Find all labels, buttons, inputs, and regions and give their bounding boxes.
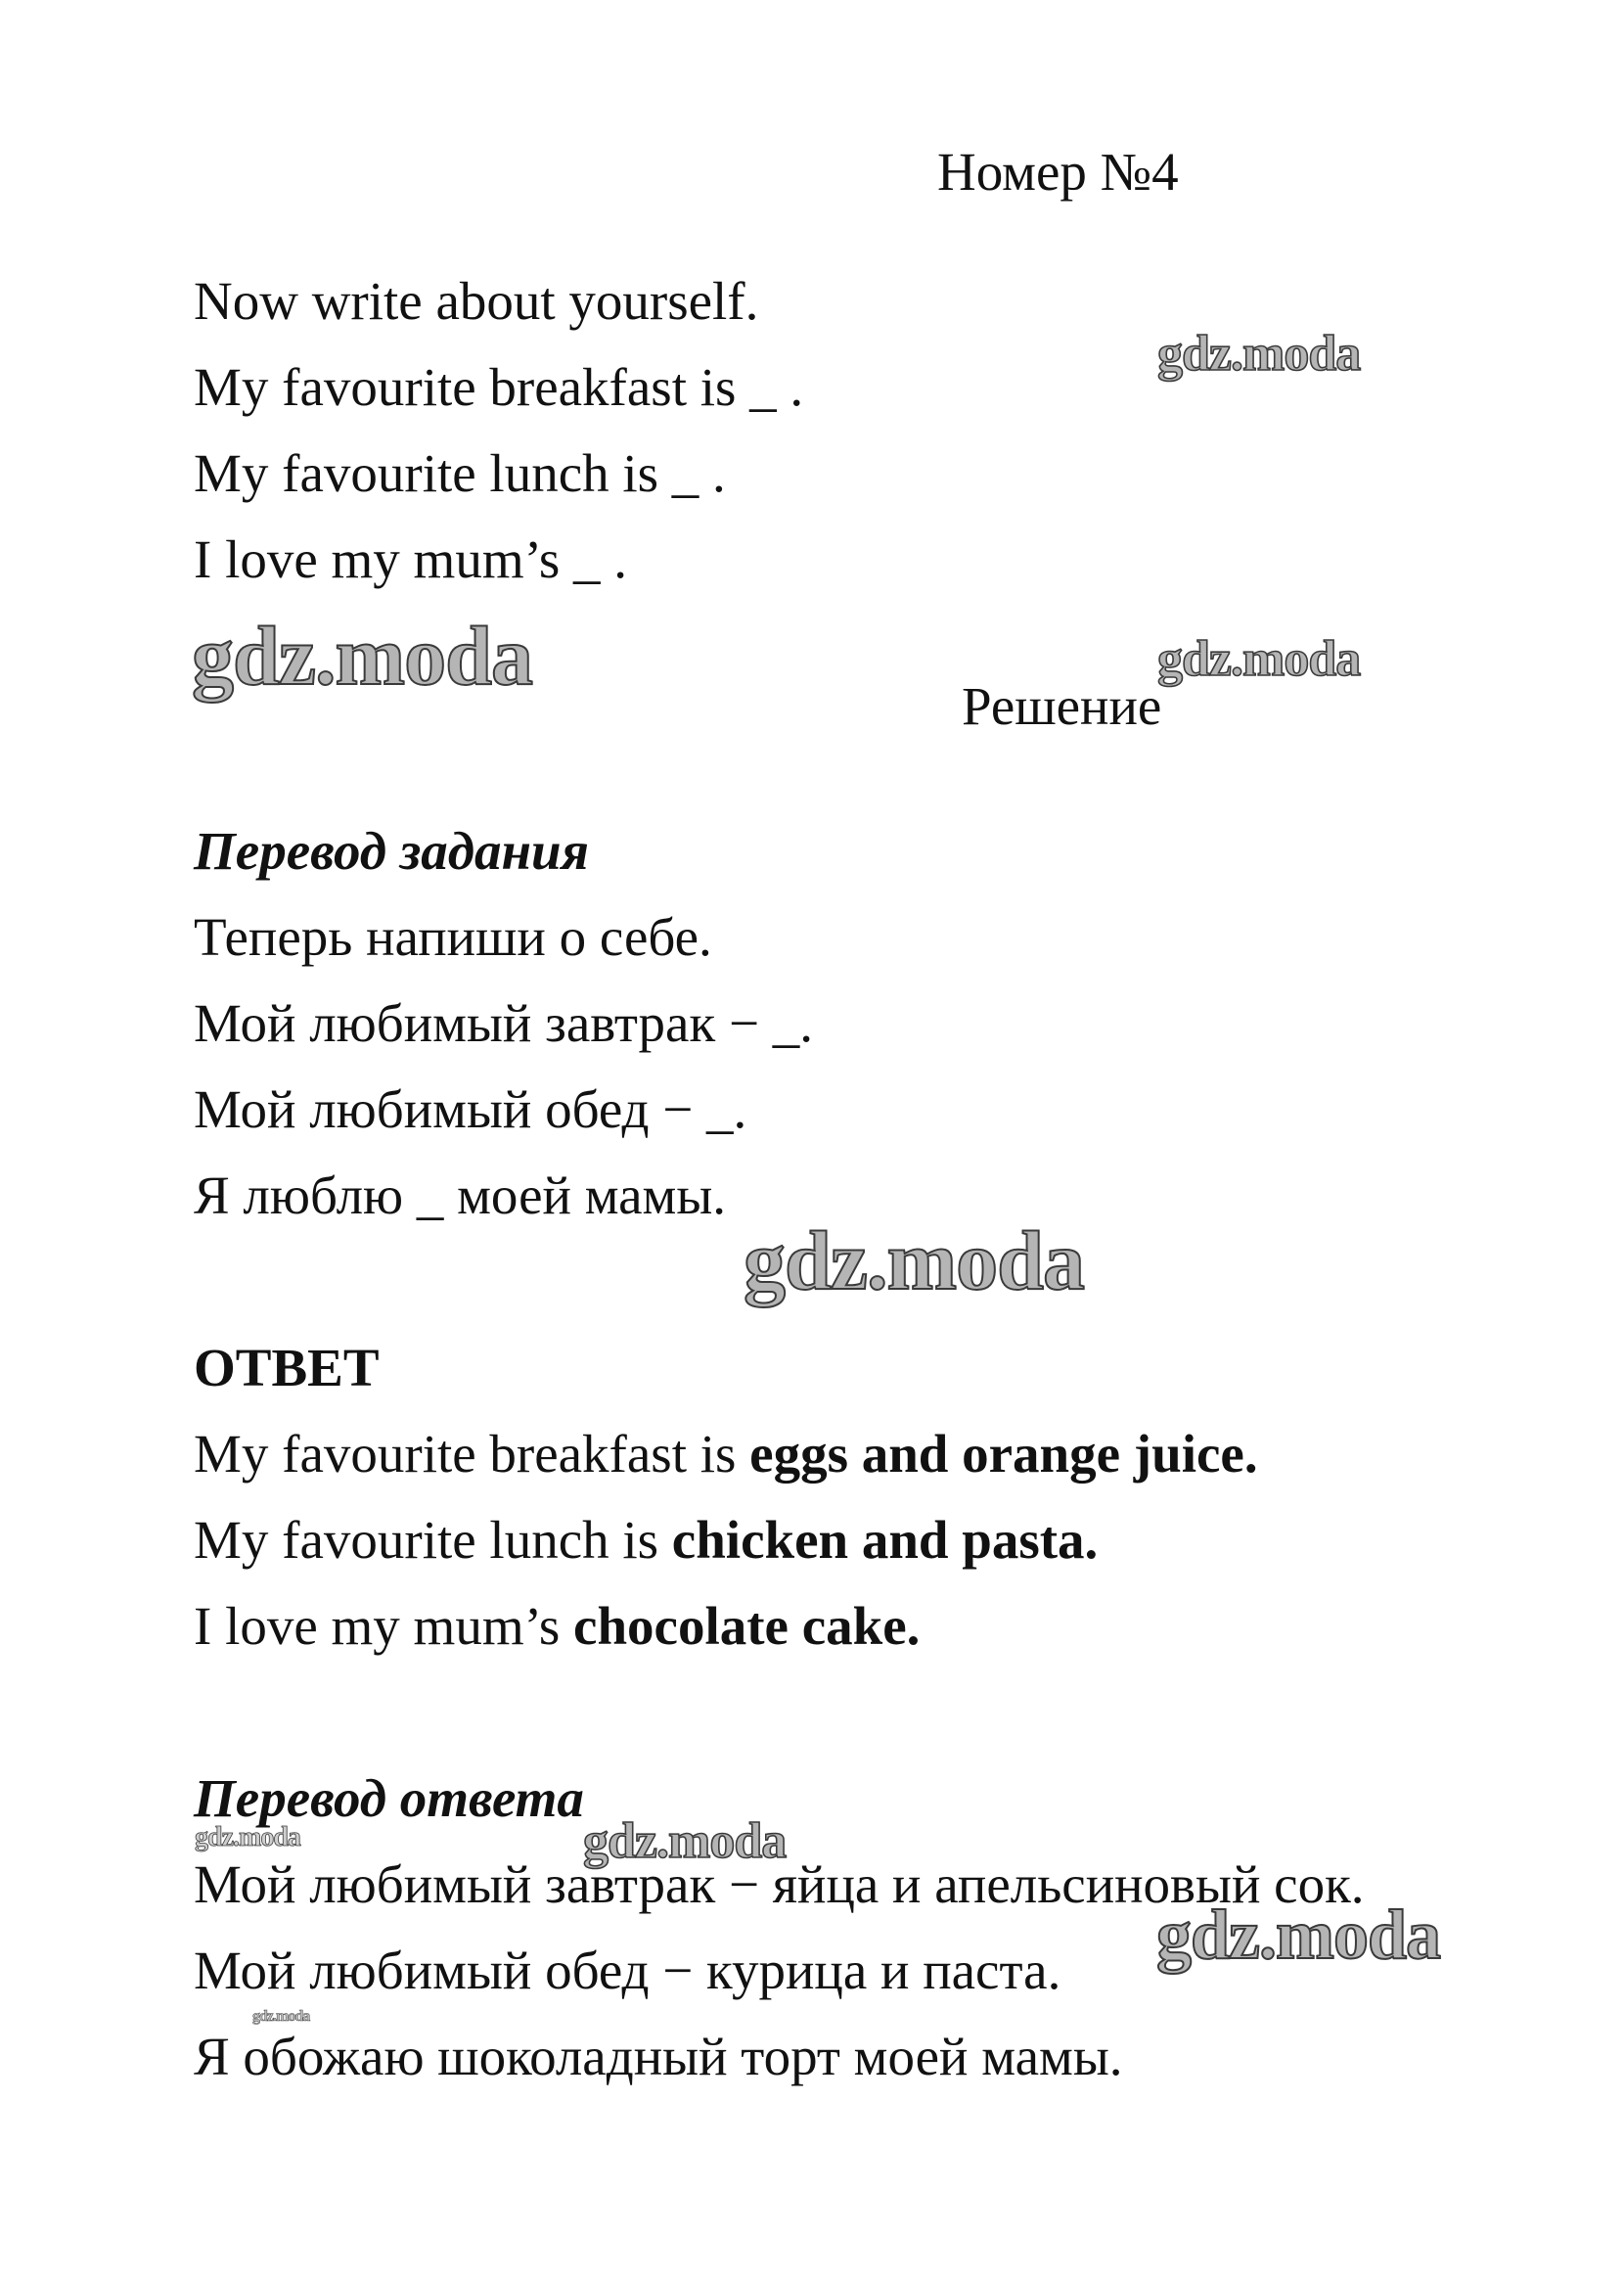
- task-line-1: Now write about yourself.: [194, 271, 759, 331]
- answer-line-1: [194, 1423, 1258, 1485]
- task-line-4: I love my mum’s _ .: [194, 529, 628, 589]
- task-translation-line-4: Я люблю _ моей мамы.: [194, 1165, 727, 1225]
- watermark: gdz.moda: [744, 1213, 1084, 1307]
- watermark: gdz.moda: [1156, 1896, 1441, 1974]
- task-translation-heading: Перевод задания: [194, 821, 589, 881]
- watermark: gdz.moda: [1157, 631, 1361, 687]
- answer-translation-line-2: Мой любимый обед − курица и паста.: [194, 1941, 1061, 2000]
- answer-translation-line-3: Я обожаю шоколадный торт моей мамы.: [194, 2027, 1123, 2086]
- watermark: gdz.moda: [252, 2008, 310, 2025]
- watermark: gdz.moda: [195, 1822, 300, 1852]
- answer-line-3-prefix: I love my mum’s: [194, 1596, 574, 1656]
- watermark: gdz.moda: [192, 609, 532, 703]
- answer-line-2-value: chicken and pasta.: [671, 1510, 1099, 1570]
- answer-line-2-prefix: My favourite lunch is: [194, 1510, 672, 1570]
- answer-translation-line-1: Мой любимый завтрак − яйца и апельсиновый сок.: [194, 1854, 1365, 1914]
- answer-line-1-prefix: My favourite breakfast is: [194, 1424, 750, 1484]
- task-translation-line-2: Мой любимый завтрак − _.: [194, 993, 813, 1053]
- watermark: gdz.moda: [1157, 326, 1361, 382]
- answer-line-2: [194, 1509, 1098, 1572]
- page-title: Номер №4: [937, 142, 1179, 202]
- answer-line-3: [194, 1595, 920, 1658]
- answer-line-1-value: eggs and orange juice.: [749, 1424, 1258, 1484]
- task-line-3: My favourite lunch is _ .: [194, 443, 726, 503]
- solution-label: Решение: [962, 676, 1162, 736]
- task-translation-line-3: Мой любимый обед − _.: [194, 1079, 747, 1139]
- task-translation-line-1: Теперь напиши о себе.: [194, 907, 712, 967]
- answer-translation-heading: Перевод ответа: [194, 1768, 584, 1828]
- answer-line-3-value: chocolate cake.: [573, 1596, 921, 1656]
- answer-heading: ОТВЕТ: [194, 1338, 380, 1397]
- task-line-2: My favourite breakfast is _ .: [194, 357, 804, 417]
- watermark: gdz.moda: [583, 1813, 787, 1869]
